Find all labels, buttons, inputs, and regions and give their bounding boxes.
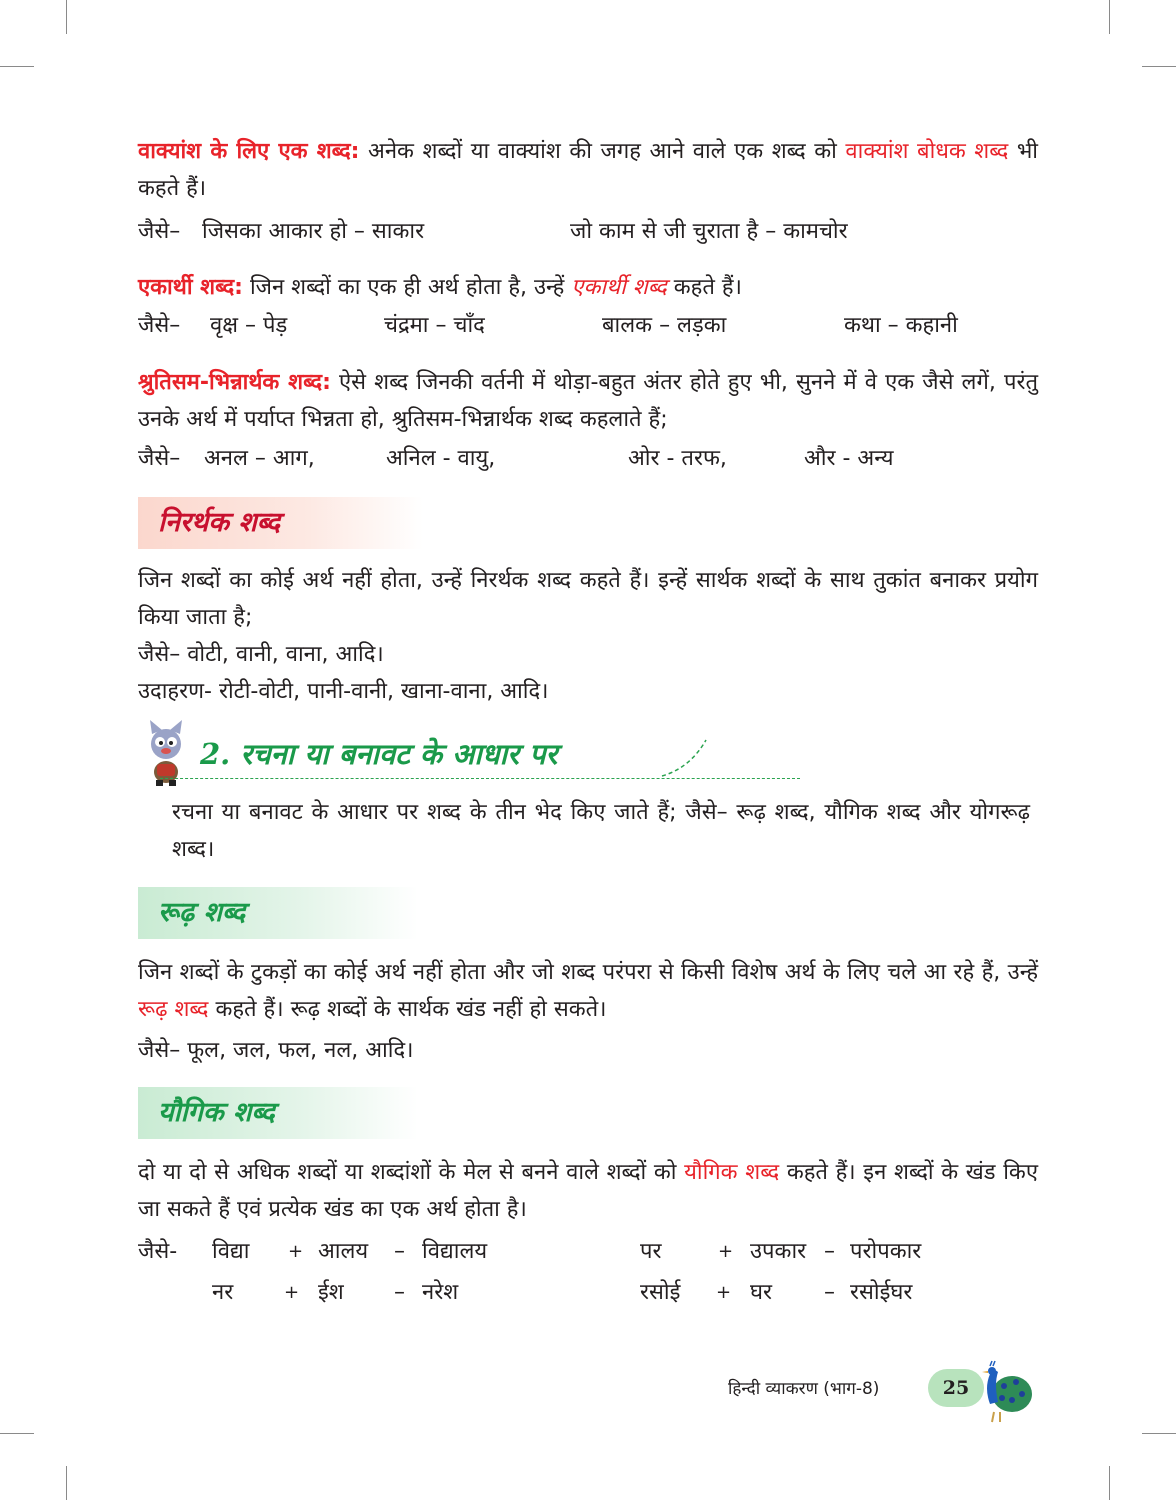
dashed-swoosh xyxy=(660,738,710,778)
crop-mark xyxy=(66,1466,67,1500)
rudh-definition: जिन शब्दों के टुकड़ों का कोई अर्थ नहीं होता और जो शब्द परंपरा से किसी विशेष अर्थ के लिए चले आ रहे हैं, उन्हें रूढ़ शब्द कहते हैं। रूढ़ शब्दों के सार्थक खंड नहीं हो सकते। xyxy=(138,960,1038,1022)
crop-mark xyxy=(0,1433,34,1434)
yaugik-example-row: नर + ईश – नरेश रसोई + घर – रसोईघर xyxy=(212,1280,913,1305)
term-highlight: एकार्थी शब्द xyxy=(571,275,667,300)
crop-mark xyxy=(66,0,67,34)
dashed-underline xyxy=(160,778,800,779)
section-2-title: 2. रचना या बनावट के आधार पर xyxy=(200,737,558,771)
crop-mark xyxy=(1109,0,1110,34)
nirarthak-udaharan: उदाहरण- रोटी-वोटी, पानी-वानी, खाना-वाना, आदि। xyxy=(138,679,549,704)
term-highlight: यौगिक शब्द xyxy=(684,1160,780,1185)
yaugik-heading: यौगिक शब्द xyxy=(138,1087,418,1139)
term-label: वाक्यांश के लिए एक शब्द: xyxy=(138,139,360,164)
nirarthak-definition: जिन शब्दों का कोई अर्थ नहीं होता, उन्हें निरर्थक शब्द कहते हैं। इन्हें सार्थक शब्दों के साथ तुकांत बनाकर प्रयोग किया जाता है; xyxy=(138,568,1038,630)
ekarthi-definition: एकार्थी शब्द: जिन शब्दों का एक ही अर्थ होता है, उन्हें एकार्थी शब्द कहते हैं। xyxy=(138,275,742,300)
yaugik-definition: दो या दो से अधिक शब्दों या शब्दांशों के मेल से बनने वाले शब्दों को यौगिक शब्द कहते हैं। इन शब्दों के खंड किए जा सकते हैं एवं प्रत्येक खंड का एक अर्थ होता है। xyxy=(138,1160,1038,1222)
term-label: श्रुतिसम-भिन्नार्थक शब्द: xyxy=(138,370,331,395)
shrutisam-definition: श्रुतिसम-भिन्नार्थक शब्द: ऐसे शब्द जिनकी वर्तनी में थोड़ा-बहुत अंतर होते हुए भी, सुनने में वे एक जैसे लगें, परंतु उनके अर्थ में पर्याप्त भिन्नता हो, श्रुतिसम-भिन्नार्थक शब्द कहलाते हैं; xyxy=(138,370,1038,432)
nirarthak-heading: निरर्थक शब्द xyxy=(138,497,423,549)
term-highlight: वाक्यांश बोधक शब्द xyxy=(845,139,1009,164)
book-title: हिन्दी व्याकरण (भाग-8) xyxy=(728,1379,880,1399)
page-number: 25 xyxy=(928,1369,984,1407)
term-label: एकार्थी शब्द: xyxy=(138,275,243,300)
crop-mark xyxy=(1142,1433,1176,1434)
vakyansh-definition: वाक्यांश के लिए एक शब्द: अनेक शब्दों या वाक्यांश की जगह आने वाले एक शब्द को वाक्यांश बोधक शब्द भी कहते हैं। xyxy=(138,139,1038,201)
term-highlight: रूढ़ शब्द xyxy=(138,997,209,1022)
peacock-icon xyxy=(976,1360,1036,1424)
section-2-header xyxy=(140,726,720,786)
nirarthak-example: जैसे– वोटी, वानी, वाना, आदि। xyxy=(138,642,384,667)
crop-mark xyxy=(1109,1466,1110,1500)
rudh-heading: रूढ़ शब्द xyxy=(138,887,418,939)
section-2-text: रचना या बनावट के आधार पर शब्द के तीन भेद किए जाते हैं; जैसे– रूढ़ शब्द, यौगिक शब्द और योगरूढ़ शब्द। xyxy=(172,800,1030,862)
example-row: जैसे– अनल – आग, अनिल - वायु, ओर - तरफ, और - अन्य xyxy=(138,446,894,471)
crop-mark xyxy=(1142,66,1176,67)
example-row: जैसे– जिसका आकार हो – साकार जो काम से जी चुराता है – कामचोर xyxy=(138,219,848,244)
crop-mark xyxy=(0,66,34,67)
yaugik-example-row: जैसे- विद्या + आलय – विद्यालय पर + उपकार – परोपकार xyxy=(138,1239,922,1264)
example-row: जैसे– वृक्ष – पेड़ चंद्रमा – चाँद बालक – लड़का कथा – कहानी xyxy=(138,313,958,338)
rudh-example: जैसे– फूल, जल, फल, नल, आदि। xyxy=(138,1038,414,1063)
cartoon-cat-icon xyxy=(140,720,192,786)
